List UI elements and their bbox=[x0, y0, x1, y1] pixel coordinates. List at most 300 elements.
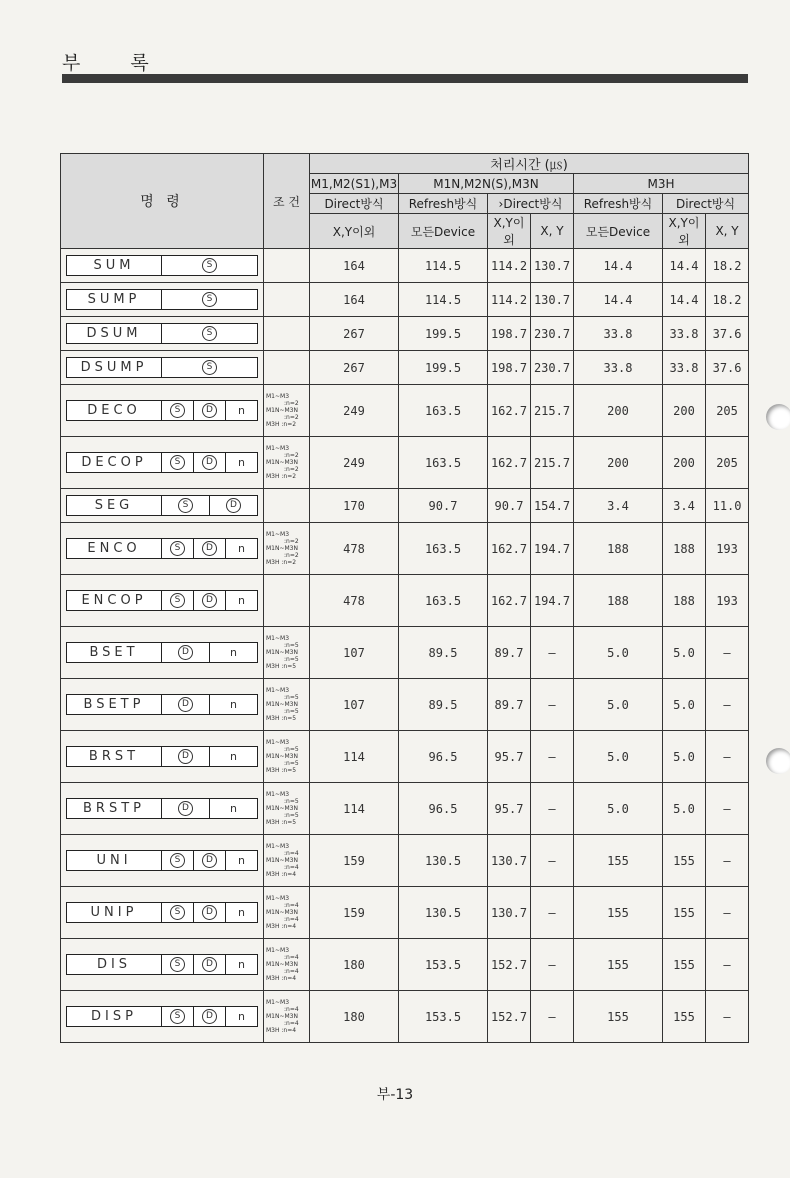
operand-circle: D bbox=[202, 905, 217, 920]
operand-circle: D bbox=[202, 1009, 217, 1024]
operand-circle: S bbox=[170, 905, 185, 920]
operand bbox=[162, 256, 257, 275]
condition-line: M1N~M3N bbox=[266, 961, 298, 968]
condition-line: M3H :n=5 bbox=[266, 819, 297, 826]
condition-cell bbox=[264, 283, 310, 317]
time-value: — bbox=[531, 731, 574, 783]
time-value: 199.5 bbox=[399, 351, 488, 385]
time-value: 200 bbox=[574, 437, 663, 489]
time-value: — bbox=[531, 835, 574, 887]
time-value: 18.2 bbox=[706, 283, 749, 317]
operand bbox=[210, 695, 257, 714]
time-value: 198.7 bbox=[488, 351, 531, 385]
time-value: 205 bbox=[706, 385, 749, 437]
time-value: 18.2 bbox=[706, 249, 749, 283]
instruction-box bbox=[66, 1006, 258, 1027]
time-value: 107 bbox=[310, 627, 399, 679]
time-value: 5.0 bbox=[663, 783, 706, 835]
condition-line: :n=2 bbox=[284, 414, 299, 421]
time-value: 188 bbox=[663, 575, 706, 627]
time-value: 33.8 bbox=[574, 317, 663, 351]
time-value: — bbox=[706, 679, 749, 731]
operand-n: n bbox=[230, 646, 237, 659]
condition-cell bbox=[264, 317, 310, 351]
time-value: 162.7 bbox=[488, 385, 531, 437]
table-row bbox=[61, 835, 749, 887]
time-value: 194.7 bbox=[531, 575, 574, 627]
condition-cell bbox=[264, 437, 310, 489]
time-value: 155 bbox=[663, 835, 706, 887]
operand-circle: S bbox=[202, 326, 217, 341]
time-value: — bbox=[706, 939, 749, 991]
operand bbox=[226, 851, 257, 870]
operand bbox=[194, 401, 226, 420]
operand bbox=[210, 643, 257, 662]
table-row bbox=[61, 627, 749, 679]
time-value: 155 bbox=[574, 939, 663, 991]
operand-circle: S bbox=[170, 593, 185, 608]
time-value: 152.7 bbox=[488, 939, 531, 991]
operand bbox=[226, 903, 257, 922]
header-direct-3: Direct방식 bbox=[663, 194, 749, 214]
operand-circle: S bbox=[170, 403, 185, 418]
condition-line: :n=2 bbox=[284, 452, 299, 459]
instruction-cell bbox=[61, 437, 264, 489]
instruction-box bbox=[66, 255, 258, 276]
condition-line: :n=4 bbox=[284, 850, 299, 857]
operand bbox=[162, 695, 210, 714]
time-value: 152.7 bbox=[488, 991, 531, 1043]
condition-line: :n=4 bbox=[284, 968, 299, 975]
condition-line: :n=5 bbox=[284, 812, 299, 819]
instruction-cell bbox=[61, 783, 264, 835]
time-value: 155 bbox=[663, 991, 706, 1043]
header-direct-1: Direct방식 bbox=[310, 194, 399, 214]
operand-n: n bbox=[238, 542, 245, 555]
time-value: 200 bbox=[663, 437, 706, 489]
page-number: 부-13 bbox=[376, 1087, 414, 1103]
operand-n: n bbox=[238, 1010, 245, 1023]
operand bbox=[162, 591, 194, 610]
instruction-name: SUMP bbox=[67, 290, 162, 309]
header-col-6: X,Y이외 bbox=[663, 214, 706, 249]
condition-line: :n=4 bbox=[284, 916, 299, 923]
condition-line: M1~M3 bbox=[266, 635, 290, 642]
time-value: 163.5 bbox=[399, 437, 488, 489]
condition-line: M3H :n=4 bbox=[266, 975, 297, 982]
time-value: 188 bbox=[574, 575, 663, 627]
operand-circle: S bbox=[170, 455, 185, 470]
time-value: 163.5 bbox=[399, 385, 488, 437]
time-value: 33.8 bbox=[663, 317, 706, 351]
time-value: 153.5 bbox=[399, 991, 488, 1043]
instruction-name: BRST bbox=[67, 747, 162, 766]
operand-circle: D bbox=[202, 403, 217, 418]
time-value: 114 bbox=[310, 783, 399, 835]
operand-circle: S bbox=[170, 853, 185, 868]
operand-n: n bbox=[238, 958, 245, 971]
operand-circle: D bbox=[178, 645, 193, 660]
time-value: 155 bbox=[663, 939, 706, 991]
instruction-name: DISP bbox=[67, 1007, 162, 1026]
header-col-4: X, Y bbox=[531, 214, 574, 249]
condition-line: :n=4 bbox=[284, 864, 299, 871]
operand-circle: D bbox=[178, 801, 193, 816]
time-value: 130.5 bbox=[399, 835, 488, 887]
header-group-m1n: M1N,M2N(S),M3N bbox=[399, 174, 574, 194]
condition-cell bbox=[264, 489, 310, 523]
instruction-cell bbox=[61, 887, 264, 939]
table-row bbox=[61, 783, 749, 835]
header-col-7: X, Y bbox=[706, 214, 749, 249]
condition-line: M1N~M3N bbox=[266, 649, 298, 656]
instruction-name: UNIP bbox=[67, 903, 162, 922]
condition-line: :n=4 bbox=[284, 1006, 299, 1013]
operand-n: n bbox=[230, 698, 237, 711]
instruction-cell bbox=[61, 575, 264, 627]
header-rule bbox=[62, 74, 748, 83]
time-value: — bbox=[706, 887, 749, 939]
time-value: 249 bbox=[310, 385, 399, 437]
operand-circle: D bbox=[202, 593, 217, 608]
condition-cell bbox=[264, 939, 310, 991]
time-value: — bbox=[531, 783, 574, 835]
operand bbox=[194, 591, 226, 610]
instruction-box bbox=[66, 590, 258, 611]
condition-line: M3H :n=4 bbox=[266, 923, 297, 930]
table-row bbox=[61, 731, 749, 783]
table-row bbox=[61, 489, 749, 523]
condition-line: M3H :n=4 bbox=[266, 1027, 297, 1034]
condition-line: M1~M3 bbox=[266, 947, 290, 954]
instruction-name: DSUM bbox=[67, 324, 162, 343]
time-value: 114.5 bbox=[399, 249, 488, 283]
operand bbox=[194, 903, 226, 922]
time-value: 163.5 bbox=[399, 523, 488, 575]
time-value: 5.0 bbox=[663, 731, 706, 783]
time-value: 215.7 bbox=[531, 437, 574, 489]
instruction-box bbox=[66, 902, 258, 923]
operand bbox=[162, 1007, 194, 1026]
time-value: 215.7 bbox=[531, 385, 574, 437]
condition-line: M1~M3 bbox=[266, 895, 290, 902]
time-value: 89.5 bbox=[399, 627, 488, 679]
condition-line: M3H :n=5 bbox=[266, 715, 297, 722]
time-value: 205 bbox=[706, 437, 749, 489]
instruction-name: UNI bbox=[67, 851, 162, 870]
time-value: — bbox=[706, 835, 749, 887]
condition-cell bbox=[264, 385, 310, 437]
table-row bbox=[61, 939, 749, 991]
condition-line: :n=5 bbox=[284, 760, 299, 767]
table-row bbox=[61, 249, 749, 283]
time-value: 90.7 bbox=[488, 489, 531, 523]
operand-circle: S bbox=[202, 258, 217, 273]
instruction-box bbox=[66, 850, 258, 871]
instruction-box bbox=[66, 746, 258, 767]
instruction-cell bbox=[61, 679, 264, 731]
condition-line: M1N~M3N bbox=[266, 545, 298, 552]
condition-line: :n=4 bbox=[284, 902, 299, 909]
instruction-cell bbox=[61, 991, 264, 1043]
condition-cell bbox=[264, 835, 310, 887]
instruction-name: ENCOP bbox=[67, 591, 162, 610]
time-value: 267 bbox=[310, 351, 399, 385]
time-value: 170 bbox=[310, 489, 399, 523]
header-col-3: X,Y이외 bbox=[488, 214, 531, 249]
time-value: 96.5 bbox=[399, 731, 488, 783]
operand bbox=[162, 643, 210, 662]
instruction-name: ENCO bbox=[67, 539, 162, 558]
time-value: 153.5 bbox=[399, 939, 488, 991]
time-value: 11.0 bbox=[706, 489, 749, 523]
operand bbox=[194, 453, 226, 472]
time-value: 33.8 bbox=[663, 351, 706, 385]
operand bbox=[194, 851, 226, 870]
operand bbox=[226, 1007, 257, 1026]
condition-cell bbox=[264, 731, 310, 783]
header-col-1: X,Y이외 bbox=[310, 214, 399, 249]
time-value: 5.0 bbox=[574, 783, 663, 835]
time-value: 155 bbox=[663, 887, 706, 939]
condition-line: M1N~M3N bbox=[266, 857, 298, 864]
time-value: 180 bbox=[310, 939, 399, 991]
condition-cell bbox=[264, 783, 310, 835]
time-value: 33.8 bbox=[574, 351, 663, 385]
time-value: 130.7 bbox=[488, 835, 531, 887]
time-value: 14.4 bbox=[574, 283, 663, 317]
operand bbox=[162, 747, 210, 766]
condition-line: M1~M3 bbox=[266, 999, 290, 1006]
condition-line: :n=5 bbox=[284, 694, 299, 701]
operand-circle: S bbox=[170, 541, 185, 556]
time-value: 14.4 bbox=[663, 283, 706, 317]
instruction-cell bbox=[61, 731, 264, 783]
time-value: 5.0 bbox=[663, 679, 706, 731]
table-body bbox=[61, 249, 749, 1043]
table-row bbox=[61, 437, 749, 489]
header-refresh-2: Refresh방식 bbox=[574, 194, 663, 214]
time-value: — bbox=[531, 939, 574, 991]
operand bbox=[226, 453, 257, 472]
instruction-box bbox=[66, 954, 258, 975]
instruction-box bbox=[66, 495, 258, 516]
instruction-box bbox=[66, 642, 258, 663]
instruction-name: DECO bbox=[67, 401, 162, 420]
condition-line: M1N~M3N bbox=[266, 753, 298, 760]
table-row bbox=[61, 283, 749, 317]
operand-n: n bbox=[238, 906, 245, 919]
time-value: 5.0 bbox=[574, 627, 663, 679]
operand-circle: D bbox=[226, 498, 241, 513]
time-value: 130.7 bbox=[488, 887, 531, 939]
instruction-box bbox=[66, 538, 258, 559]
condition-cell bbox=[264, 679, 310, 731]
time-value: — bbox=[531, 627, 574, 679]
instruction-name: BRSTP bbox=[67, 799, 162, 818]
time-value: 89.5 bbox=[399, 679, 488, 731]
time-value: 230.7 bbox=[531, 351, 574, 385]
operand bbox=[162, 955, 194, 974]
instruction-name: SEG bbox=[67, 496, 162, 515]
instruction-name: BSETP bbox=[67, 695, 162, 714]
operand-n: n bbox=[238, 854, 245, 867]
instruction-cell bbox=[61, 835, 264, 887]
operand-circle: D bbox=[202, 853, 217, 868]
condition-line: M1~M3 bbox=[266, 739, 290, 746]
operand-circle: D bbox=[178, 749, 193, 764]
instruction-box bbox=[66, 357, 258, 378]
condition-line: :n=2 bbox=[284, 466, 299, 473]
instruction-box bbox=[66, 798, 258, 819]
operand-circle: S bbox=[178, 498, 193, 513]
operand-n: n bbox=[238, 456, 245, 469]
operand-circle: S bbox=[202, 360, 217, 375]
time-value: 188 bbox=[663, 523, 706, 575]
condition-line: M1N~M3N bbox=[266, 407, 298, 414]
header-processing-time: 처리시간 (㎲) bbox=[310, 154, 749, 174]
condition-line: :n=2 bbox=[284, 552, 299, 559]
condition-line: :n=2 bbox=[284, 538, 299, 545]
condition-line: M1~M3 bbox=[266, 445, 290, 452]
operand-n: n bbox=[230, 802, 237, 815]
time-value: 89.7 bbox=[488, 627, 531, 679]
operand-n: n bbox=[230, 750, 237, 763]
time-value: 163.5 bbox=[399, 575, 488, 627]
instruction-cell bbox=[61, 385, 264, 437]
operand bbox=[194, 539, 226, 558]
time-value: 96.5 bbox=[399, 783, 488, 835]
time-value: — bbox=[706, 731, 749, 783]
condition-line: :n=5 bbox=[284, 746, 299, 753]
table-row bbox=[61, 523, 749, 575]
binder-hole bbox=[766, 748, 790, 774]
condition-line: :n=2 bbox=[284, 400, 299, 407]
time-value: 107 bbox=[310, 679, 399, 731]
instruction-box bbox=[66, 452, 258, 473]
time-value: — bbox=[531, 679, 574, 731]
operand-circle: D bbox=[202, 455, 217, 470]
time-value: 199.5 bbox=[399, 317, 488, 351]
instruction-name: DECOP bbox=[67, 453, 162, 472]
condition-line: M3H :n=4 bbox=[266, 871, 297, 878]
time-value: 164 bbox=[310, 283, 399, 317]
time-value: 130.7 bbox=[531, 249, 574, 283]
operand-circle: D bbox=[202, 541, 217, 556]
operand-circle: D bbox=[202, 957, 217, 972]
time-value: 188 bbox=[574, 523, 663, 575]
header-group-m1m2m3: M1,M2(S1),M3 bbox=[310, 174, 399, 194]
operand bbox=[226, 401, 257, 420]
operand bbox=[162, 324, 257, 343]
table-row bbox=[61, 575, 749, 627]
instruction-cell bbox=[61, 283, 264, 317]
operand bbox=[162, 539, 194, 558]
instruction-cell bbox=[61, 489, 264, 523]
time-value: 3.4 bbox=[663, 489, 706, 523]
time-value: 159 bbox=[310, 887, 399, 939]
condition-line: :n=4 bbox=[284, 1020, 299, 1027]
time-value: 5.0 bbox=[574, 731, 663, 783]
table-row bbox=[61, 385, 749, 437]
time-value: 193 bbox=[706, 523, 749, 575]
condition-line: M1~M3 bbox=[266, 843, 290, 850]
operand bbox=[210, 747, 257, 766]
instruction-name: SUM bbox=[67, 256, 162, 275]
instruction-cell bbox=[61, 249, 264, 283]
condition-line: M1~M3 bbox=[266, 531, 290, 538]
time-value: 198.7 bbox=[488, 317, 531, 351]
operand bbox=[210, 799, 257, 818]
condition-line: M1~M3 bbox=[266, 393, 290, 400]
condition-cell bbox=[264, 575, 310, 627]
time-value: 180 bbox=[310, 991, 399, 1043]
header-direct-2: ›Direct방식 bbox=[488, 194, 574, 214]
condition-line: M1~M3 bbox=[266, 791, 290, 798]
time-value: 114.2 bbox=[488, 283, 531, 317]
time-value: 162.7 bbox=[488, 575, 531, 627]
time-value: 37.6 bbox=[706, 317, 749, 351]
condition-cell bbox=[264, 249, 310, 283]
instruction-cell bbox=[61, 317, 264, 351]
table-row bbox=[61, 679, 749, 731]
instruction-name: BSET bbox=[67, 643, 162, 662]
time-value: — bbox=[531, 887, 574, 939]
time-value: 164 bbox=[310, 249, 399, 283]
instruction-name: DIS bbox=[67, 955, 162, 974]
operand bbox=[194, 1007, 226, 1026]
time-value: 5.0 bbox=[663, 627, 706, 679]
time-value: 90.7 bbox=[399, 489, 488, 523]
time-value: 155 bbox=[574, 991, 663, 1043]
time-value: — bbox=[531, 991, 574, 1043]
time-value: 155 bbox=[574, 835, 663, 887]
page-header-title: 부 록 bbox=[62, 52, 171, 74]
operand bbox=[226, 539, 257, 558]
operand-circle: S bbox=[202, 292, 217, 307]
operand bbox=[162, 401, 194, 420]
condition-line: M1N~M3N bbox=[266, 805, 298, 812]
time-value: 130.7 bbox=[531, 283, 574, 317]
condition-line: :n=5 bbox=[284, 708, 299, 715]
time-value: 200 bbox=[574, 385, 663, 437]
time-value: — bbox=[706, 991, 749, 1043]
condition-line: M1N~M3N bbox=[266, 909, 298, 916]
time-value: 478 bbox=[310, 523, 399, 575]
time-value: 95.7 bbox=[488, 731, 531, 783]
operand bbox=[162, 851, 194, 870]
time-value: 89.7 bbox=[488, 679, 531, 731]
condition-line: M1N~M3N bbox=[266, 459, 298, 466]
time-value: 200 bbox=[663, 385, 706, 437]
instruction-box bbox=[66, 289, 258, 310]
operand bbox=[162, 799, 210, 818]
time-value: 230.7 bbox=[531, 317, 574, 351]
time-value: 114 bbox=[310, 731, 399, 783]
condition-line: M3H :n=2 bbox=[266, 421, 297, 428]
condition-line: :n=4 bbox=[284, 954, 299, 961]
condition-cell bbox=[264, 627, 310, 679]
table-row bbox=[61, 317, 749, 351]
operand bbox=[162, 496, 210, 515]
header-refresh-1: Refresh방식 bbox=[399, 194, 488, 214]
condition-line: M3H :n=2 bbox=[266, 473, 297, 480]
table-row bbox=[61, 991, 749, 1043]
time-value: 154.7 bbox=[531, 489, 574, 523]
time-value: 249 bbox=[310, 437, 399, 489]
operand bbox=[162, 358, 257, 377]
instruction-name: DSUMP bbox=[67, 358, 162, 377]
